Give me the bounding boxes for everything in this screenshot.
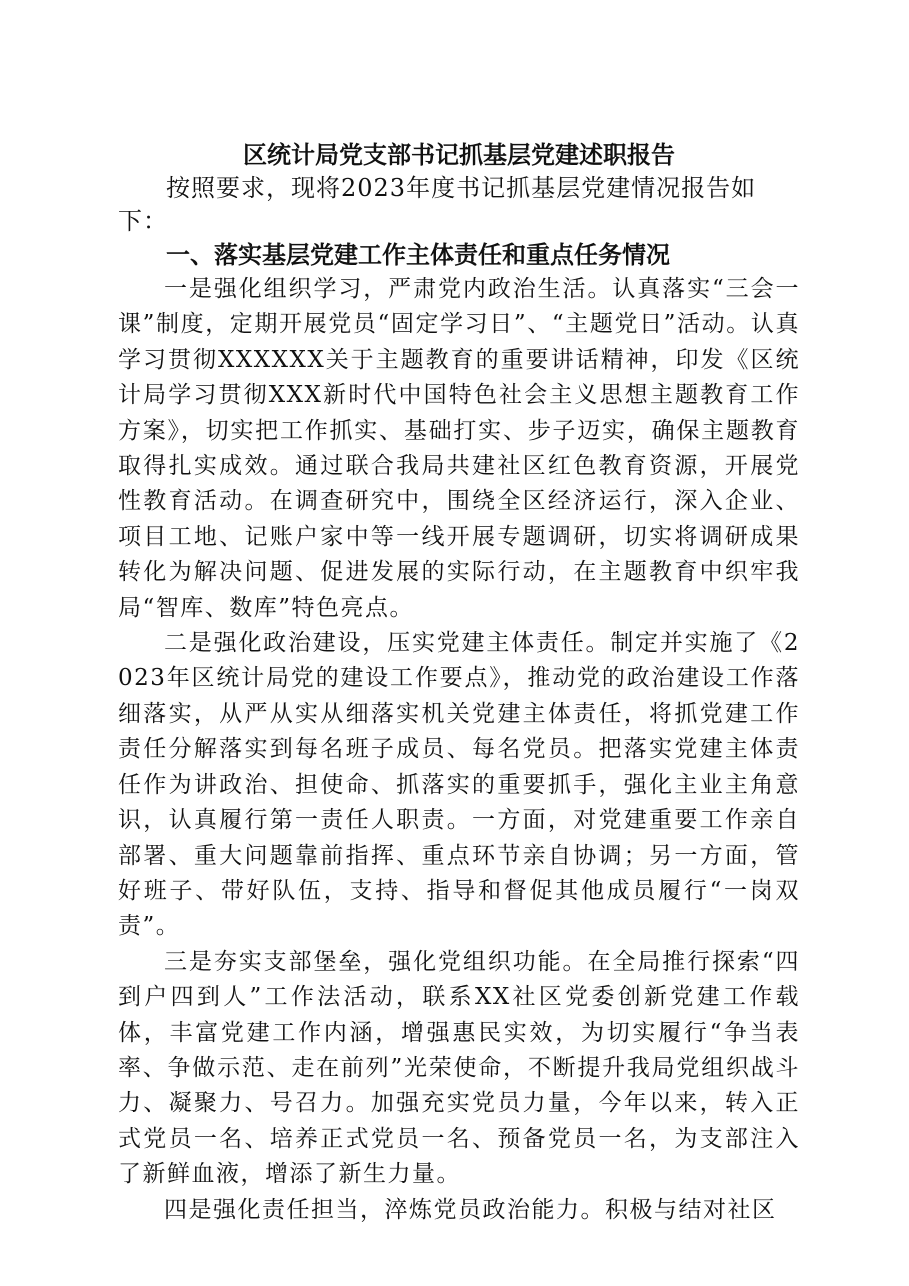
paragraph-2: 二是强化政治建设，压实党建主体责任。制定并实施了《2023年区统计局党的建设工作要点》，推动党的政治建设工作落细落实，从严从实从细落实机关党建主体责任，将抓党建工作责任分解落实到每名班子成员、每名党员。把落实党建主体责任作为讲政治、担使命、抓落实的重要抓手，强化主业主角意识，认真履行第一责任人职责。一方面，对党建重要工作亲自部署、重大问题靠前指挥、重点环节亲自协调；另一方面，管好班子、带好队伍，支持、指导和督促其他成员履行“一岗双责”。 <box>118 630 800 940</box>
paragraph-1: 一是强化组织学习，严肃党内政治生活。认真落实“三会一课”制度，定期开展党员“固定学习日”、“主题党日”活动。认真学习贯彻XXXXXX关于主题教育的重要讲话精神，印发《区统计局学习贯彻XXX新时代中国特色社会主义思想主题教育工作方案》，切实把工作抓实、基础打实、步子迈实，确保主题教育取得扎实成效。通过联合我局共建社区红色教育资源，开展党性教育活动。在调查研究中，围绕全区经济运行，深入企业、项目工地、记账户家中等一线开展专题调研，切实将调研成果转化为解决问题、促进发展的实际行动，在主题教育中织牢我局“智库、数库”特色亮点。 <box>118 276 800 621</box>
paragraph-4: 四是强化责任担当，淬炼党员政治能力。积极与结对社区 <box>164 1196 777 1223</box>
intro-paragraph: 按照要求，现将2023年度书记抓基层党建情况报告如下： <box>118 174 757 235</box>
document-title: 区统计局党支部书记抓基层党建述职报告 <box>243 141 675 169</box>
section-heading: 一、落实基层党建工作主体责任和重点任务情况 <box>166 241 670 269</box>
paragraph-3: 三是夯实支部堡垒，强化党组织功能。在全局推行探索“四到户四到人”工作法活动，联系XX社区党委创新党建工作载体，丰富党建工作内涵，增强惠民实效，为切实履行“争当表率、争做示范、走在前列”光荣使命，不断提升我局党组织战斗力、凝聚力、号召力。加强充实党员力量，今年以来，转入正式党员一名、培养正式党员一名、预备党员一名，为支部注入了新鲜血液，增添了新生力量。 <box>118 948 800 1188</box>
document-page <box>118 138 800 1228</box>
